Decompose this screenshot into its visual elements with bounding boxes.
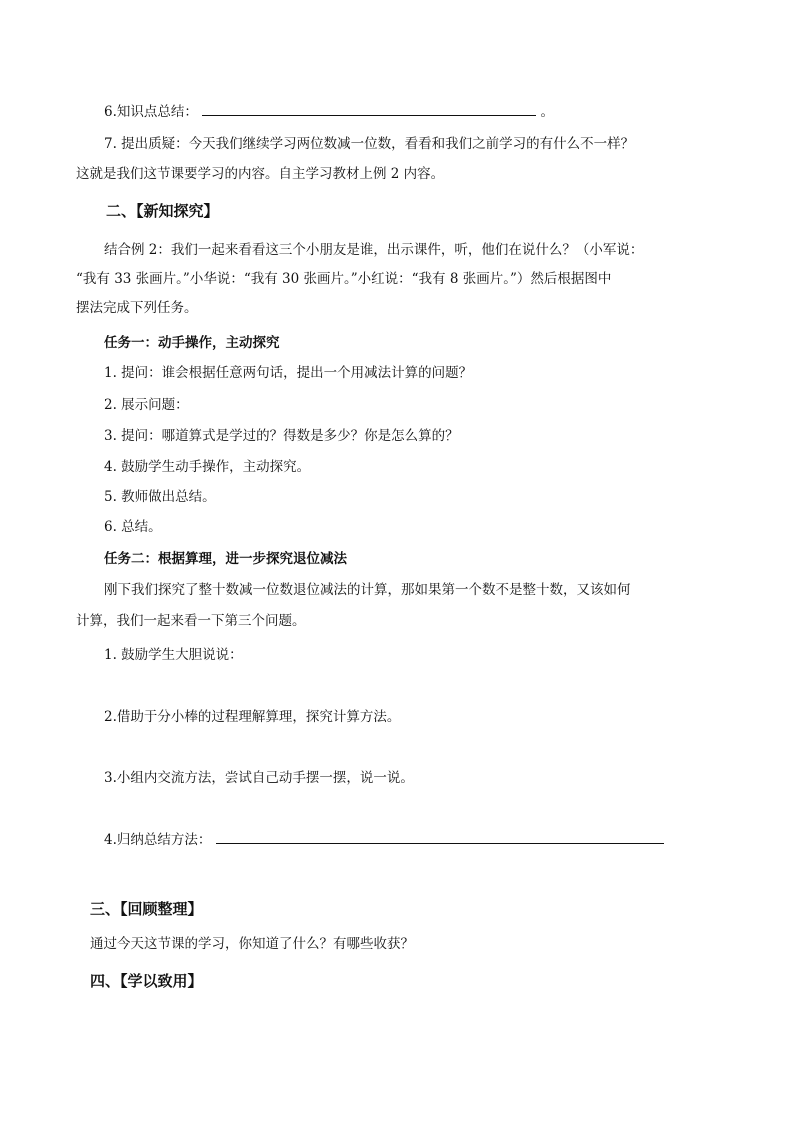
task-one-title: 任务一：动手操作，主动探究 — [104, 335, 280, 351]
task-two-step-3: 3.小组内交流方法，尝试自己动手摆一摆，说一说。 — [104, 770, 414, 786]
knowledge-summary-line — [104, 102, 554, 122]
task-two-step-1: 1. 鼓励学生大胆说说： — [104, 647, 243, 663]
method-summary-blank[interactable] — [216, 831, 664, 844]
task-two-title: 任务二：根据算理，进一步探究退位减法 — [104, 551, 347, 567]
section-heading-new-knowledge: 二、【新知探究】 — [106, 202, 219, 220]
knowledge-summary-end: 。 — [540, 104, 554, 120]
task-one-step-6: 6. 总结。 — [104, 519, 162, 535]
method-summary-line — [104, 830, 664, 850]
review-question: 通过今天这节课的学习，你知道了什么？有哪些收获？ — [90, 936, 414, 952]
example-intro-line-2: “我有 33 张画片。”小华说：“我有 30 张画片。”小红说：“我有 8 张画片。”）然后根据图中 — [76, 271, 612, 287]
section-heading-review: 三、【回顾整理】 — [90, 900, 203, 918]
task-two-step-2: 2.借助于分小棒的过程理解算理，探究计算方法。 — [104, 709, 401, 725]
task-one-step-5: 5. 教师做出总结。 — [104, 489, 216, 505]
example-intro-line-1: 结合例 2：我们一起来看看这三个小朋友是谁，出示课件，听，他们在说什么？（小军说： — [104, 242, 644, 258]
method-summary-label: 4.归纳总结方法： — [104, 832, 212, 848]
task-one-step-3: 3. 提问：哪道算式是学过的？得数是多少？你是怎么算的？ — [104, 428, 459, 444]
knowledge-summary-label: 6.知识点总结： — [104, 104, 198, 120]
task-one-step-4: 4. 鼓励学生动手操作，主动探究。 — [104, 459, 311, 475]
question-line-2: 这就是我们这节课要学习的内容。自主学习教材上例 2 内容。 — [76, 166, 445, 182]
task-two-intro-line-2: 计算，我们一起来看一下第三个问题。 — [76, 613, 306, 629]
section-heading-apply: 四、【学以致用】 — [90, 972, 203, 990]
task-one-step-1: 1. 提问：谁会根据任意两句话，提出一个用减法计算的问题？ — [104, 365, 473, 381]
question-line-1: 7. 提出质疑：今天我们继续学习两位数减一位数，看看和我们之前学习的有什么不一样？ — [104, 136, 635, 152]
example-intro-line-3: 摆法完成下列任务。 — [76, 300, 198, 316]
task-one-step-2: 2. 展示问题： — [104, 397, 189, 413]
knowledge-summary-blank[interactable] — [202, 103, 536, 116]
task-two-intro-line-1: 刚下我们探究了整十数减一位数退位减法的计算，那如果第一个数不是整十数，又该如何 — [104, 582, 631, 598]
